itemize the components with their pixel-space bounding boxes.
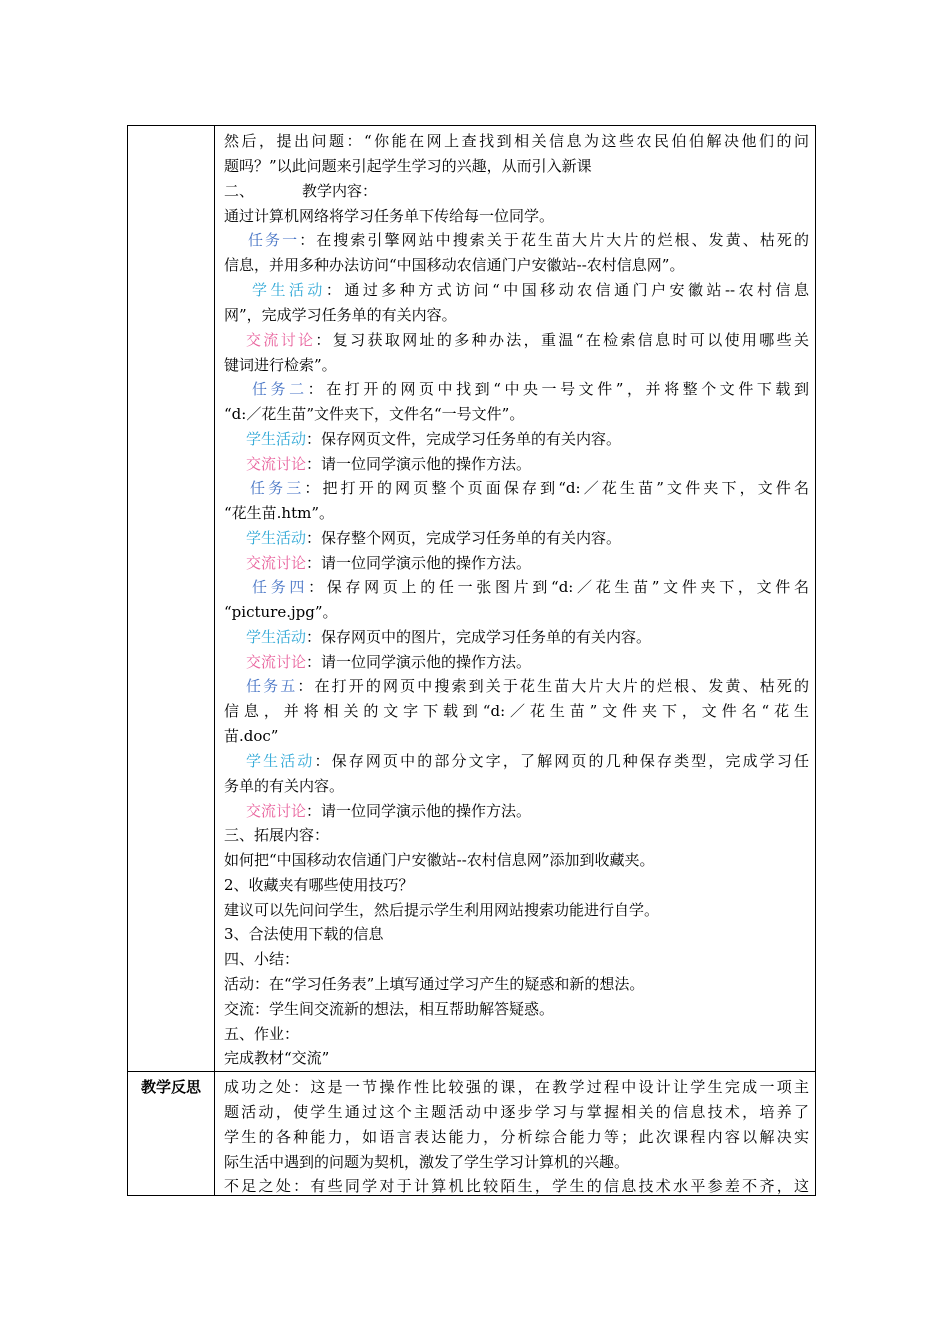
text-line: 3、合法使用下载的信息 (224, 925, 384, 943)
section-number: 二、 (224, 182, 255, 200)
activity-label: 学生活动 (246, 430, 307, 448)
text-line: 题活动，使学生通过这个主题活动中逐步学习与掌握相关的信息技术，培养了 (224, 1103, 809, 1121)
discussion-text: ：请一位同学演示他的操作方法。 (306, 802, 532, 820)
discussion-line (224, 328, 809, 353)
discussion-text: ：请一位同学演示他的操作方法。 (306, 653, 532, 671)
text-line: 活动：在“学习任务表”上填写通过学习产生的疑惑和新的想法。 (224, 975, 645, 993)
discussion-line (224, 650, 831, 675)
discussion-label: 交流讨论 (246, 653, 307, 671)
activity-text: ：保存网页中的图片，完成学习任务单的有关内容。 (306, 628, 652, 646)
discussion-label: 交流讨论 (246, 554, 307, 572)
text-line: “花生苗.htm”。 (224, 504, 335, 522)
task-label: 任务五 (246, 677, 298, 695)
task-label: 任务四 (252, 578, 309, 596)
discussion-label: 交流讨论 (246, 455, 307, 473)
activity-label: 学生活动 (246, 752, 315, 770)
text-line: 交流：学生间交流新的想法，相互帮助解答疑惑。 (224, 1000, 555, 1018)
discussion-line (224, 452, 831, 477)
activity-line (224, 749, 809, 774)
text-line: 如何把“中国移动农信通门户安徽站--农村信息网”添加到收藏夹。 (224, 851, 655, 869)
row-divider (128, 1071, 815, 1072)
text-line: 信息，并用多种办法访问“中国移动农信通门户安徽站--农村信息网”。 (224, 256, 685, 274)
discussion-line (224, 799, 831, 824)
activity-text: ：保存整个网页，完成学习任务单的有关内容。 (306, 529, 622, 547)
text-line: 题吗？”以此问题来引起学生学习的兴趣，从而引入新课 (224, 157, 592, 175)
text-line: 通过计算机网络将学习任务单下传给每一位同学。 (224, 207, 555, 225)
discussion-line (224, 551, 831, 576)
activity-text: ：保存网页文件，完成学习任务单的有关内容。 (306, 430, 622, 448)
task-line (224, 377, 809, 402)
section-heading: 四、小结： (224, 950, 300, 968)
task-line (224, 228, 809, 253)
task-text: ：在打开的网页中找到“中央一号文件”，并将整个文件下载到 (307, 380, 809, 398)
activity-line (224, 526, 831, 551)
activity-text: ：保存网页中的部分文字，了解网页的几种保存类型，完成学习任 (314, 752, 809, 770)
text-line: 2、收藏夹有哪些使用技巧？ (224, 876, 414, 894)
activity-label: 学生活动 (246, 628, 307, 646)
text-line: 苗.doc” (224, 727, 279, 745)
task-label: 任务二 (252, 380, 308, 398)
text-line: 成功之处：这是一节操作性比较强的课，在教学过程中设计让学生完成一项主 (224, 1078, 809, 1096)
task-line (224, 476, 809, 501)
discussion-text: ：请一位同学演示他的操作方法。 (306, 554, 532, 572)
task-text: ：在搜索引擎网站中搜索关于花生苗大片大片的烂根、发黄、枯死的 (299, 231, 809, 249)
task-label: 任务三 (250, 479, 305, 497)
text-line: 完成教材“交流” (224, 1049, 330, 1067)
text-line: “d:／花生苗”文件夹下，文件名“一号文件”。 (224, 405, 525, 423)
text-line: “picture.jpg”。 (224, 603, 338, 621)
lesson-plan-table (127, 125, 816, 1196)
activity-label: 学生活动 (246, 529, 307, 547)
text-line: 网”，完成学习任务单的有关内容。 (224, 306, 457, 324)
text-line: 信息，并将相关的文字下载到“d:／花生苗”文件夹下，文件名“花生 (224, 702, 809, 720)
text-line: 际生活中遇到的问题为契机，激发了学生学习计算机的兴趣。 (224, 1153, 630, 1171)
text-line: 建议可以先问问学生，然后提示学生利用网站搜索功能进行自学。 (224, 901, 660, 919)
section-heading: 三、拓展内容： (224, 826, 330, 844)
task-text: ：在打开的网页中搜索到关于花生苗大片大片的烂根、发黄、枯死的 (297, 677, 809, 695)
activity-line (224, 625, 831, 650)
task-text: ：把打开的网页整个页面保存到“d:／花生苗”文件夹下，文件名 (304, 479, 809, 497)
task-label: 任务一 (248, 231, 300, 249)
discussion-label: 交流讨论 (246, 331, 316, 349)
task-text: ：保存网页上的任一张图片到“d:／花生苗”文件夹下，文件名 (308, 578, 809, 596)
text-line: 学生的各种能力，如语言表达能力，分析综合能力等；此次课程内容以解决实 (224, 1128, 809, 1146)
task-line (224, 674, 809, 699)
text-line: 然后，提出问题：“你能在网上查找到相关信息为这些农民伯伯解决他们的问 (224, 132, 809, 150)
reflection-label: 教学反思 (140, 1078, 201, 1096)
column-divider (214, 126, 215, 1195)
activity-text: ：通过多种方式访问“中国移动农信通门户安徽站--农村信息 (325, 281, 809, 299)
activity-line (224, 278, 809, 303)
section-title: 教学内容： (302, 182, 378, 200)
section-heading: 五、作业： (224, 1025, 300, 1043)
section-heading (224, 179, 809, 204)
discussion-text: ：请一位同学演示他的操作方法。 (306, 455, 532, 473)
text-line: 键词进行检索”。 (224, 356, 337, 374)
discussion-label: 交流讨论 (246, 802, 307, 820)
discussion-text: ：复习获取网址的多种办法，重温“在检索信息时可以使用哪些关 (315, 331, 809, 349)
task-line (224, 575, 809, 600)
text-line: 不足之处：有些同学对于计算机比较陌生，学生的信息技术水平参差不齐，这 (224, 1177, 809, 1195)
text-line: 务单的有关内容。 (224, 777, 345, 795)
activity-label: 学生活动 (252, 281, 326, 299)
activity-line (224, 427, 831, 452)
